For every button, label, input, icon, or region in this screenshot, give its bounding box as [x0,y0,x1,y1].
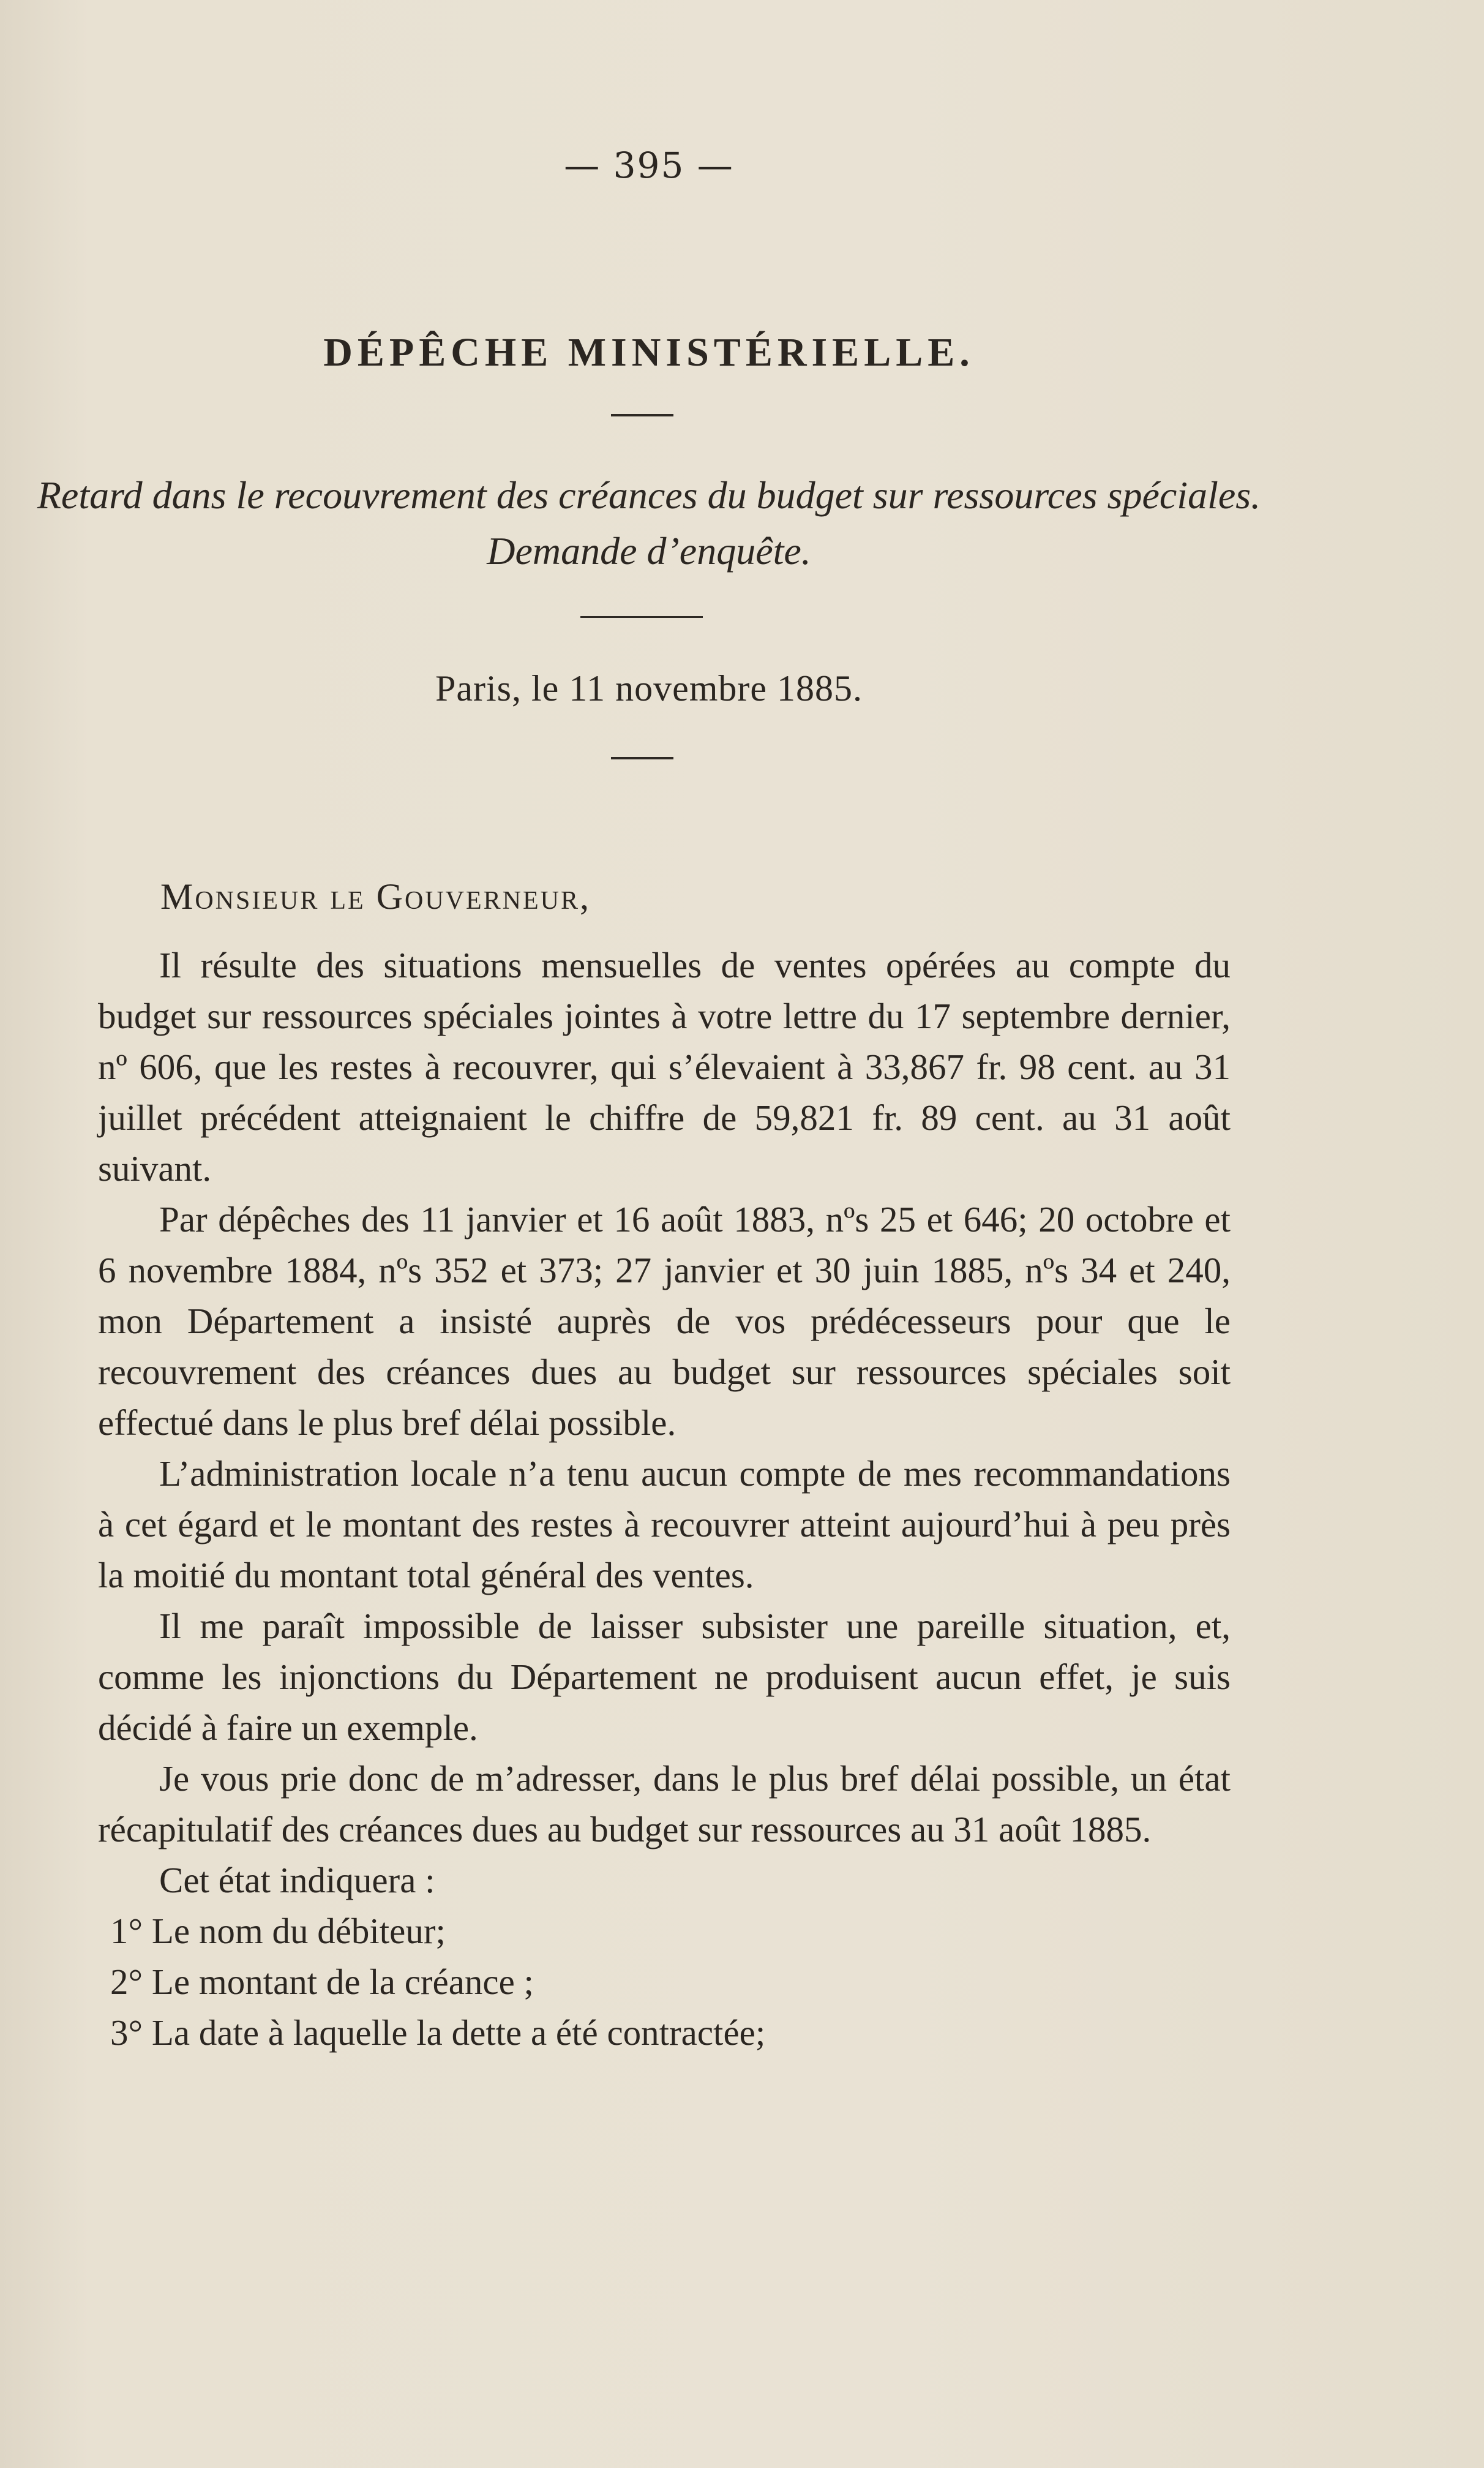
paragraph: L’administration locale n’a tenu aucun compte de mes recommandations à cet égard et le montant des restes à recouvrer atteint aujourd’hui à peu près la moitié du montant total général des ventes. [98,1453,1231,1595]
paragraph: Je vous prie donc de m’adresser, dans le plus bref délai possible, un état récapitulatif des créances dues au budget sur ressources au 31 août 1885. [98,1758,1231,1849]
paragraph: Il me paraît impossible de laisser subsister une pareille situation, et, comme les injonctions du Département ne produisent aucun effet, je suis décidé à faire un exemple. [98,1606,1231,1748]
enumerated-list [98,1906,1231,2058]
document-title: DÉPÊCHE MINISTÉRIELLE. [323,330,975,375]
paragraph: Il résulte des situations mensuelles de ventes opérées au compte du budget sur ressources spéciales jointes à votre lettre du 17 septembre dernier, nº 606, que les restes à recouvrer, qui s’élevaient à 33,867 fr. 98 cent. au 31 juillet précédent atteignaient le chiffre de 59,821 fr. 89 cent. au 31 août suivant. [98,945,1231,1189]
subtitle-line-1: Retard dans le recouvrement des créances du budget sur ressources spéciales. [37,473,1261,517]
dateline: Paris, le 11 novembre 1885. [435,668,863,709]
subtitle-rule [580,616,703,618]
list-item: 3° La date à laquelle la dette a été contractée; [110,2012,766,2053]
subtitle-line-2: Demande d’enquête. [487,529,811,573]
salutation: Monsieur le Gouverneur, [160,876,591,917]
letter-body [98,940,1231,2058]
dateline-rule [611,757,673,759]
list-item: 2° Le montant de la créance ; [110,1962,534,2002]
paragraph: Cet état indiquera : [159,1860,435,1900]
paragraph: Par dépêches des 11 janvier et 16 août 1883, nºs 25 et 646; 20 octobre et 6 novembre 1884, nºs 352 et 373; 27 janvier et 30 juin 1885, nºs 34 et 240, mon Département a insisté auprès de vos prédécesseurs pour que le recouvrement des créances dues au budget sur ressources spéciales soit effectué dans le plus bref délai possible. [98,1199,1231,1443]
page-number: — 395 — [564,145,734,186]
title-rule [611,414,673,416]
list-item: 1° Le nom du débiteur; [110,1911,446,1951]
